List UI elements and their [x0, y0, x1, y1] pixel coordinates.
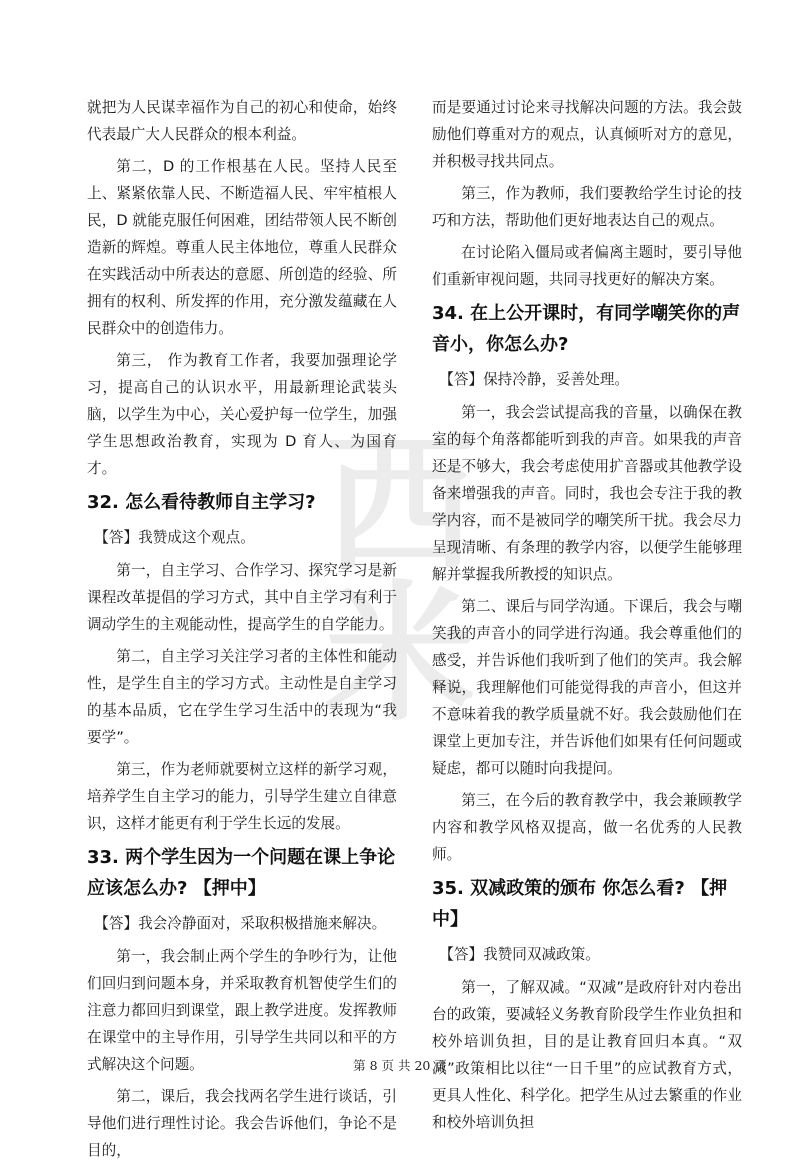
paragraph: 第三，作为老师就要树立这样的新学习观，培养学生自主学习的能力，引导学生建立自律意识，这样才能更有利于学生长远的发展。 [87, 761, 397, 832]
question-34-heading: 34. 在上公开课时，有同学嘲笑你的声音小，你怎么办? [432, 303, 741, 355]
paragraph: 在讨论陷入僵局或者偏离主题时，要引导他们重新审视问题，共同寻找更好的解决方案。 [432, 244, 742, 288]
paragraph: 就把为人民谋幸福作为自己的初心和使命，始终代表最广大人民群众的根本利益。 [87, 99, 397, 143]
paragraph: 第一，了解双减。“双减”是政府针对内卷出台的政策，要减轻义务教育阶段学生作业负担和校外培训负担，目的是让教育回归本真。“双减”政策相比以往“一日千里”的应试教育方式，更具人性化、科学化。把学生从过去繁重的作业和校外培训负担 [432, 979, 742, 1131]
answer-line: 【答】我会冷静面对，采取积极措施来解决。 [94, 915, 387, 932]
paragraph: 第二，自主学习关注学习者的主体性和能动性，是学生自主的学习方式。主动性是自主学习的基本品质，它在学生学习生活中的表现为“我要学”。 [87, 648, 397, 746]
watermark: 西米 [324, 418, 475, 742]
paragraph: 第一，我会尝试提高我的音量，以确保在教室的每个角落都能听到我的声音。如果我的声音还是不够大，我会考虑使用扩音器或其他教学设备来增强我的声音。同时，我也会专注于我的教学内容，而不是被同学的嘲笑所干扰。我会尽力呈现清晰、有条理的教学内容，以便学生能够理解并掌握我所教授的知识点。 [432, 404, 742, 583]
answer-line: 【答】我赞成这个观点。 [94, 529, 255, 546]
paragraph: 第二、课后与同学沟通。下课后，我会与嘲笑我的声音小的同学进行沟通。我会尊重他们的感受，并告诉他们我听到了他们的笑声。我会解释说，我理解他们可能觉得我的声音小，但这并不意味着我的教学质量就不好。我会鼓励他们在课堂上更加专注，并告诉他们如果有任何问题或疑虑，都可以随时向我提问。 [432, 598, 742, 777]
question-32-heading: 32. 怎么看待教师自主学习? [87, 492, 316, 513]
paragraph: 第一，自主学习、合作学习、探究学习是新课程改革提倡的学习方式，其中自主学习有利于调动学生的主观能动性，提高学生的自学能力。 [87, 562, 397, 633]
question-35-heading: 35. 双减政策的颁布 你怎么看? 【押中】 [432, 878, 728, 930]
page-footer: 第 8 页 共 20 页 [353, 1058, 447, 1073]
paragraph: 而是要通过讨论来寻找解决问题的方法。我会鼓励他们尊重对方的观点，认真倾听对方的意见，并积极寻找共同点。 [432, 99, 742, 170]
answer-line: 【答】我赞同双减政策。 [439, 946, 600, 963]
paragraph: 第一，我会制止两个学生的争吵行为，让他们回归到问题本身，并采取教育机智使学生们的注意力都回归到课堂，跟上教学进度。发挥教师在课堂中的主导作用，引导学生共同以和平的方式解决这个问题。 [87, 948, 397, 1073]
right-column [432, 94, 742, 1141]
question-33-heading: 33. 两个学生因为一个问题在课上争论应该怎么办? 【押中】 [87, 847, 396, 899]
paragraph: 第二，D 的工作根基在人民。坚持人民至上、紧紧依靠人民、不断造福人民、牢牢植根人民，D 就能克服任何困难，团结带领人民不断创造新的辉煌。尊重人民主体地位，尊重人民群众在实践活动中所表达的意愿、所创造的经验、所拥有的权利、所发挥的作用，充分激发蕴藏在人民群众中的创造伟力。 [87, 158, 397, 337]
paragraph: 第三，作为教师，我们要教给学生讨论的技巧和方法，帮助他们更好地表达自己的观点。 [432, 185, 742, 229]
paragraph: 第三，在今后的教育教学中，我会兼顾教学内容和教学风格双提高，做一名优秀的人民教师。 [432, 792, 742, 863]
left-column [87, 94, 397, 1169]
paragraph: 第二，课后，我会找两名学生进行谈话，引导他们进行理性讨论。我会告诉他们，争论不是目的， [87, 1088, 397, 1159]
answer-line: 【答】保持冷静，妥善处理。 [439, 371, 630, 388]
paragraph: 第三， 作为教育工作者，我要加强理论学习，提高自己的认识水平，用最新理论武装头脑，以学生为中心，关心爱护每一位学生，加强学生思想政治教育，实现为 D 育人、为国育才。 [87, 352, 397, 477]
